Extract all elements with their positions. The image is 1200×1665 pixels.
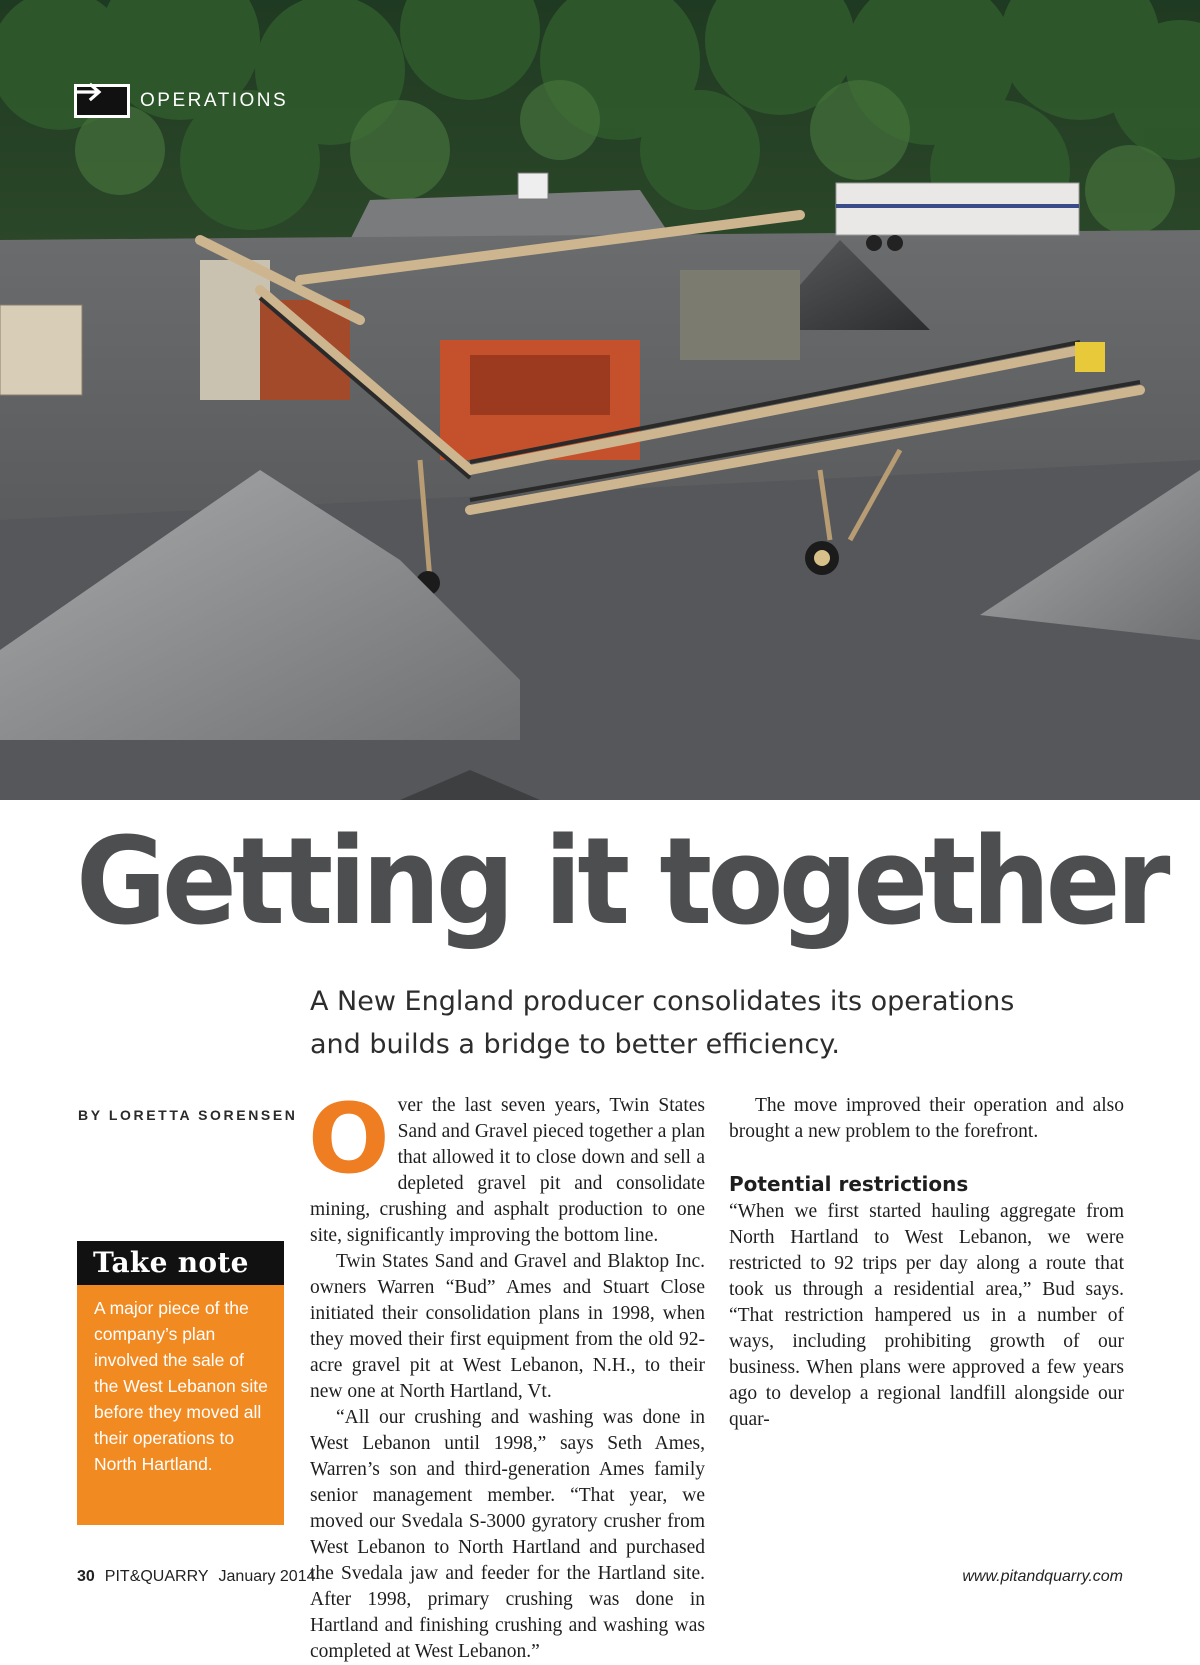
paragraph-1 [308, 1083, 705, 1249]
byline: BY LORETTA SORENSEN [78, 1107, 298, 1123]
article-column-2 [729, 1093, 1124, 1433]
footer-left [77, 1568, 316, 1586]
take-note-body: A major piece of the company’s plan involved the sale of the West Lebanon site before they moved all their operations to North Hartland. [94, 1298, 268, 1474]
paragraph-1-text: ver the last seven years, Twin States Sand and Gravel pieced together a plan that allowed it to close down and sell a depleted gravel pit and consolidate mining, crushing and asphalt production to one site, significantly improving the bottom line. [310, 1095, 705, 1246]
hero-photo [0, 0, 1200, 806]
article-column-1 [308, 1083, 705, 1665]
article-subtitle: A New England producer consolidates its operations and builds a bridge to better efficiency. [310, 986, 1015, 1060]
paragraph-5: “When we first started hauling aggregate from North Hartland to West Lebanon, we were restricted to 92 trips per day along a route that took us through a residential area,” Bud says. “That restriction hampered us in a number of ways, including prohibiting growth of our business. When plans were approved a few years ago to develop a regional landfill alongside our quar- [729, 1201, 1124, 1430]
paragraph-3: “All our crushing and washing was done in West Lebanon until 1998,” says Seth Ames, Warren’s son and third-generation Ames family senior management member. “That year, we moved our Svedala S-3000 gyratory crusher from West Lebanon to North Hartland and purchased the Svedala jaw and feeder for the Hartland site. After 1998, primary crushing was done in Hartland and finishing crushing and washing was completed at West Lebanon.” [310, 1407, 705, 1662]
article-title: Getting it together [76, 813, 1166, 952]
paragraph-2: Twin States Sand and Gravel and Blaktop Inc. owners Warren “Bud” Ames and Stuart Close initiated their consolidation plans in 1998, when they moved their first equipment from the old 92-acre gravel pit at West Lebanon, N.H., to their new one at North Hartland, Vt. [310, 1251, 705, 1402]
take-note-heading: Take note [77, 1241, 284, 1285]
magazine-name: PIT&QUARRY [104, 1568, 209, 1585]
quarry-photo-illustration [0, 0, 1200, 806]
section-tag [74, 82, 288, 120]
drop-cap: O [308, 1083, 390, 1195]
page-number: 30 [77, 1568, 95, 1585]
paragraph-4: The move improved their operation and also brought a new problem to the forefront. [729, 1095, 1124, 1142]
arrow-right-icon [74, 84, 130, 118]
section-subheading: Potential restrictions [729, 1172, 969, 1196]
footer-url[interactable]: www.pitandquarry.com [962, 1568, 1123, 1585]
take-note-sidebar [77, 1241, 284, 1525]
issue-date: January 2014 [218, 1568, 316, 1585]
section-label: OPERATIONS [140, 90, 289, 111]
